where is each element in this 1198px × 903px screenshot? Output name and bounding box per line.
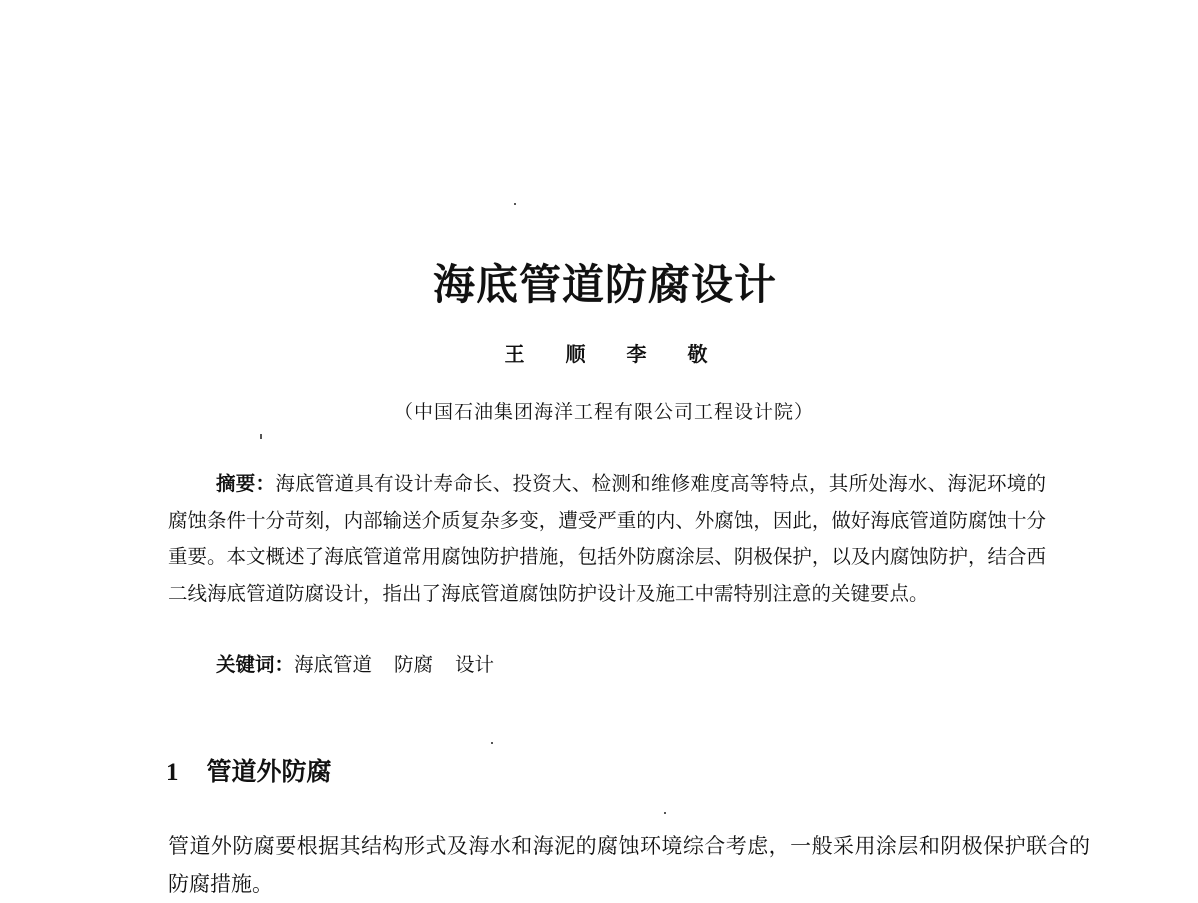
keyword: 设计 — [455, 653, 495, 676]
scan-speck — [514, 203, 516, 205]
body-paragraph: 管道外防腐要根据其结构形式及海水和海泥的腐蚀环境综合考虑，一般采用涂层和阴极保护联合的防腐措施。 — [168, 834, 1090, 896]
keyword: 海底管道 — [294, 653, 373, 676]
section-number: 1 — [166, 759, 179, 786]
abstract — [168, 466, 1046, 612]
author-name: 李 敬 — [626, 342, 708, 366]
keywords — [216, 647, 516, 683]
scan-speck — [260, 434, 262, 439]
abstract-text: 海底管道具有设计寿命长、投资大、检测和维修难度高等特点，其所处海水、海泥环境的腐蚀条件十分苛刻，内部输送介质复杂多变，遭受严重的内、外腐蚀，因此，做好海底管道防腐蚀十分重要。本文概述了海底管道常用腐蚀防护措施，包括外防腐涂层、阴极保护，以及内腐蚀防护，结合西二线海底管道防腐设计，指出了海底管道腐蚀防护设计及施工中需特别注意的关键要点。 — [168, 472, 1046, 605]
scan-speck — [491, 742, 493, 744]
scan-speck — [664, 812, 666, 814]
section-title: 管道外防腐 — [206, 757, 332, 786]
keyword: 防腐 — [394, 653, 434, 676]
paper-title: 海底管道防腐设计 — [432, 260, 777, 309]
author-affiliation: （中国石油集团海洋工程有限公司工程设计院） — [393, 401, 814, 423]
keywords-label: 关键词： — [216, 653, 295, 676]
author-name: 王 顺 — [504, 342, 586, 366]
author-list — [0, 338, 1198, 370]
section-heading — [166, 752, 332, 793]
abstract-label: 摘要： — [216, 472, 276, 495]
